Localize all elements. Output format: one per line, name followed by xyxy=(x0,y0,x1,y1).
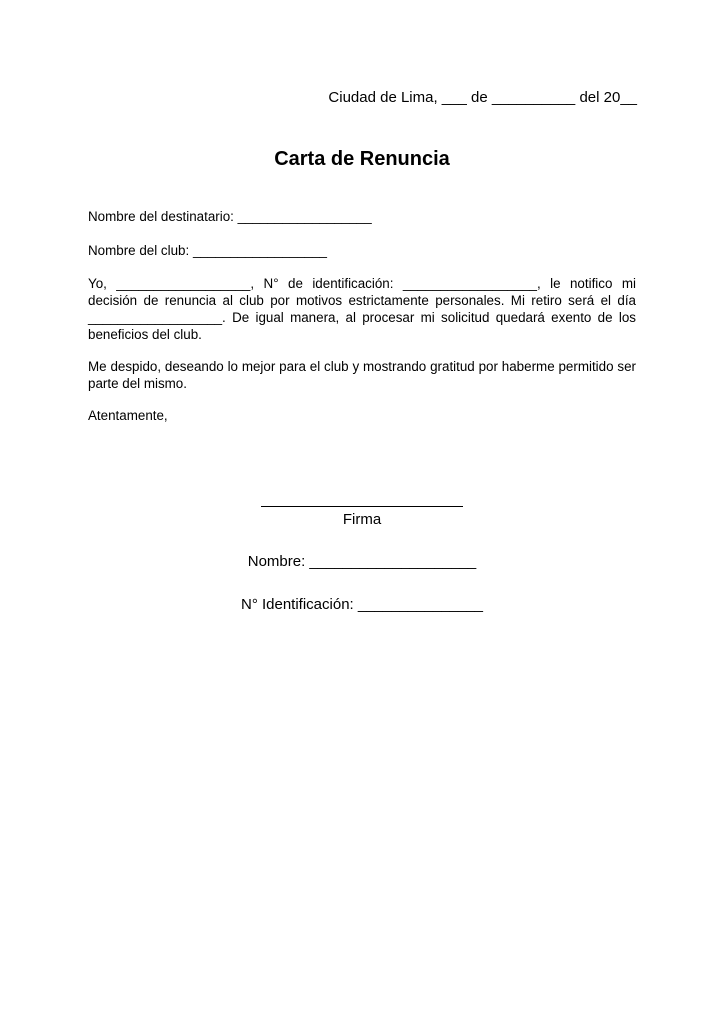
document-title: Carta de Renuncia xyxy=(274,148,450,170)
signature-name-field: Nombre: ____________________ xyxy=(247,553,477,570)
club-field: Nombre del club: __________________ xyxy=(88,243,327,258)
signature-line xyxy=(261,506,463,507)
date-line: Ciudad de Lima, ___ de __________ del 20__ xyxy=(328,89,637,106)
closing-salutation: Atentamente, xyxy=(88,408,168,423)
signature-id-field: N° Identificación: _______________ xyxy=(240,596,484,613)
signature-label: Firma xyxy=(342,511,382,528)
body-paragraph-resignation: Yo, __________________, N° de identificación: __________________, le notifico mi decisión de renuncia al club por motivos estrictamente personales. Mi retiro será el día __________________. De igual manera, al procesar mi solicitud quedará exento de los beneficios del club. xyxy=(88,276,636,342)
body-paragraph-farewell: Me despido, deseando lo mejor para el club y mostrando gratitud por haberme permitido ser parte del mismo. xyxy=(88,359,636,391)
recipient-field: Nombre del destinatario: __________________ xyxy=(88,209,372,224)
